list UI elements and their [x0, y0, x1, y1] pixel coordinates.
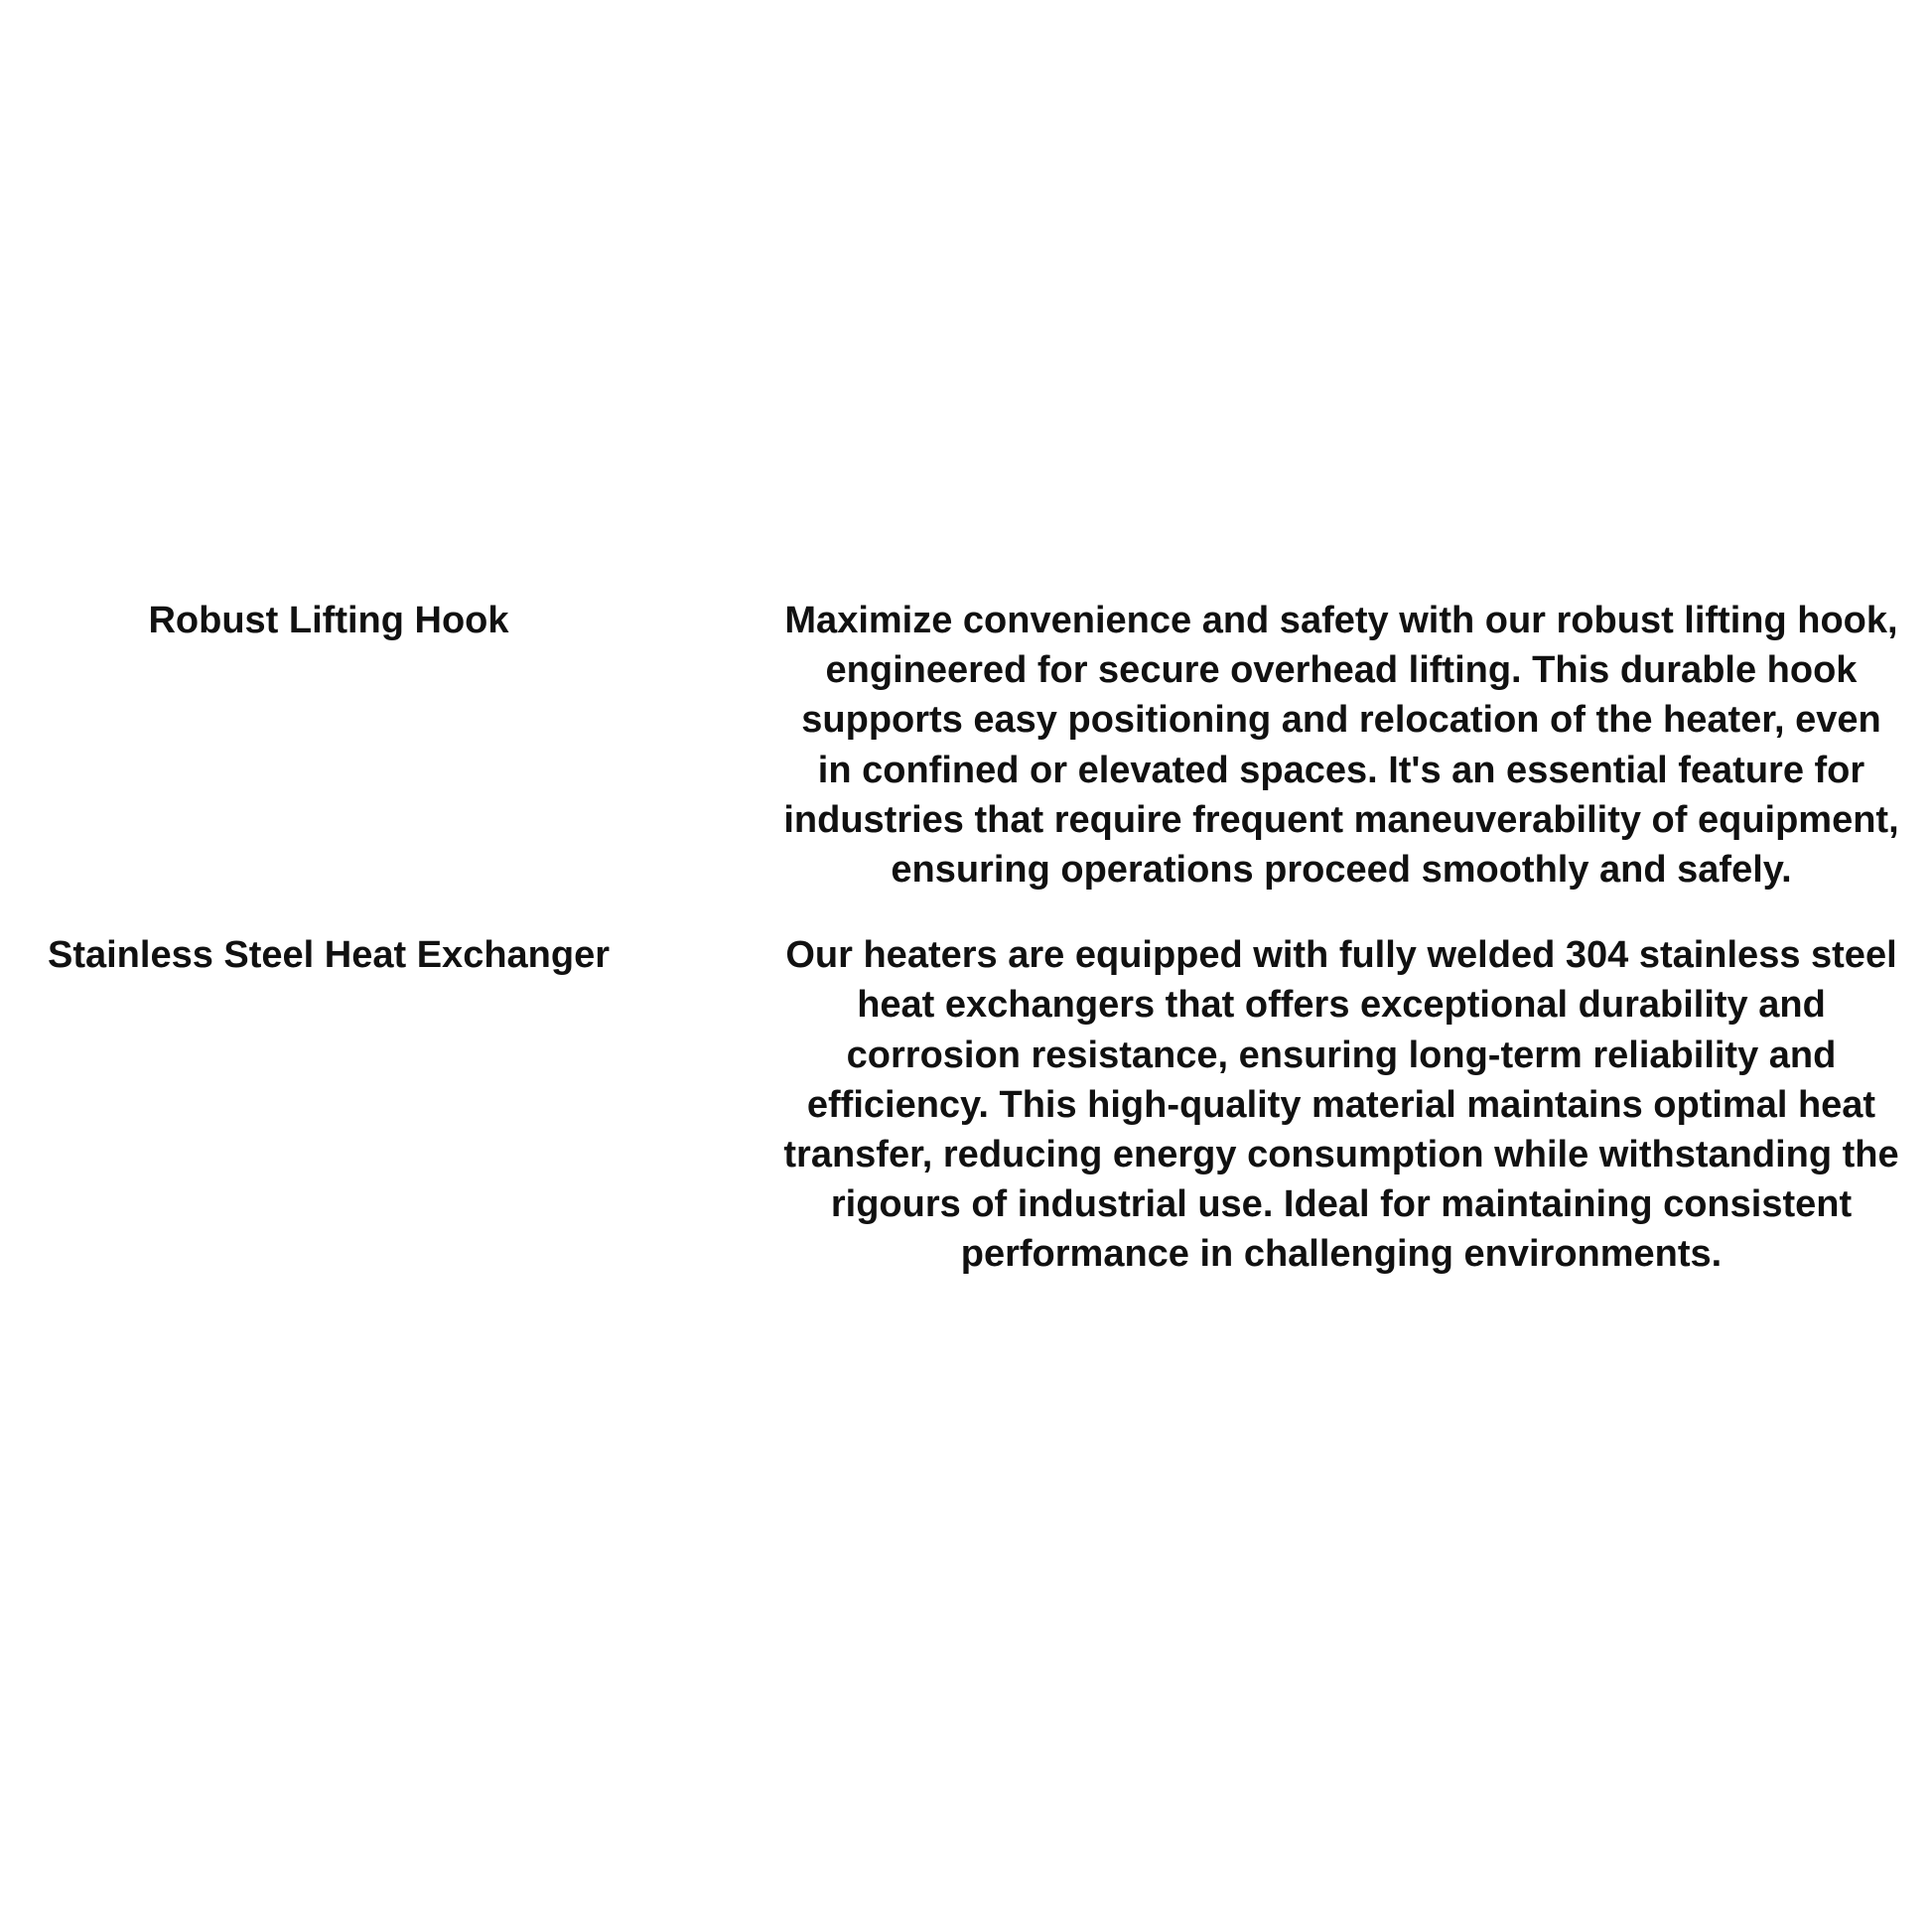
feature-table: [26, 596, 1912, 1280]
feature-name: Stainless Steel Heat Exchanger: [47, 934, 611, 977]
feature-description: Our heaters are equipped with fully welded 304 stainless steel heat exchangers that offers exceptional durability and corrosion resistance, ensuring long-term reliability and efficiency. This high-quality material maintains optimal heat transfer, reducing energy consumption while withstanding the rigours of industrial use. Ideal for maintaining consistent performance in challenging environments.: [783, 934, 1899, 1276]
feature-row-heat-exchanger: [26, 930, 1912, 1279]
feature-row-lifting-hook: [26, 596, 1912, 895]
feature-description: Maximize convenience and safety with our robust lifting hook, engineered for secure overhead lifting. This durable hook supports easy positioning and relocation of the heater, even in confined or elevated spaces. It's an essential feature for industries that require frequent maneuverability of equipment, ensuring operations proceed smoothly and safely.: [783, 600, 1899, 892]
feature-name: Robust Lifting Hook: [148, 600, 509, 641]
